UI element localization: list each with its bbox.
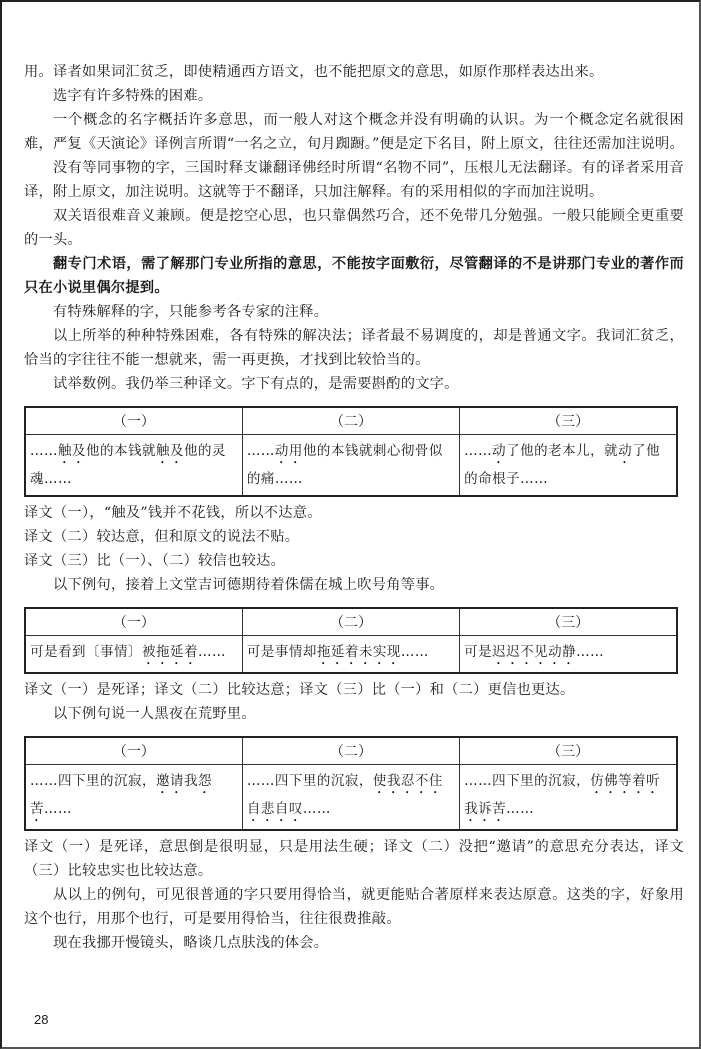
cell-text: 他的灵魂……	[30, 443, 226, 487]
table-cell	[25, 636, 242, 674]
table-cell	[460, 636, 677, 674]
emphasized-text: 动	[492, 443, 507, 459]
cell-text: 了他的命根子……	[464, 443, 661, 487]
emphasized-text: 触及	[58, 443, 86, 459]
emphasized-text: 仿佛等着听我诉苦	[464, 773, 661, 817]
emphasized-text: 怨苦	[30, 773, 212, 817]
paragraph: 以下例句，接着上文堂吉诃德期待着侏儒在城上吹号角等事。	[53, 577, 445, 593]
cell-text: ……四下里的沉寂，	[30, 773, 156, 789]
column-header: （二）	[242, 407, 459, 435]
paragraph: 译文（一），“触及”钱并不花钱，所以不达意。	[24, 505, 322, 521]
column-header: （一）	[25, 407, 242, 435]
cell-text: ……	[44, 801, 72, 817]
column-header: （三）	[460, 737, 677, 765]
column-header: （三）	[460, 608, 677, 636]
column-header: （一）	[25, 608, 242, 636]
column-header: （二）	[242, 608, 459, 636]
paragraph: 双关语很难音义兼顾。便是挖空心思，也只靠偶然巧合，还不免带几分勉强。一般只能顾全更重要的一头。	[24, 208, 684, 248]
paragraph: 译文（三）比（一）、（二）较信也较达。	[24, 553, 286, 569]
cell-text: ……	[30, 443, 58, 459]
cell-text: ……	[246, 443, 275, 459]
paragraph: 一个概念的名字概括许多意思，而一般人对这个概念并没有明确的认识。为一个概念定名就很困难，严复《天演论》译例言所谓“一名之立，旬月踟蹰。”便是定下名目，附上原文，往往还需加注说明。	[24, 112, 684, 152]
paragraph: 译文（一）是死译，意思倒是很明显，只是用法生硬；译文（二）没把“邀请”的意思充分表达，译文（三）比较忠实也比较达意。	[24, 839, 684, 879]
column-header: （三）	[460, 407, 677, 435]
cell-text: ……	[198, 644, 226, 660]
paragraph: 选字有许多特殊的困难。	[53, 88, 213, 104]
cell-text: ……四下里的沉寂，	[246, 773, 373, 789]
paragraph: 试举数例。我仍举三种译文。字下有点的，是需要斟酌的文字。	[53, 376, 459, 392]
cell-text: 他的本钱就刺心彻骨似的痛……	[246, 443, 443, 487]
column-header: （一）	[25, 737, 242, 765]
paragraph: 没有等同事物的字，三国时释支谦翻译佛经时所谓“名物不同”，压根儿无法翻译。有的译者采用音译，附上原文，加注说明。这就等于不翻译，只加注解释。有的采用相似的字而加注说明。	[24, 160, 684, 200]
column-header: （二）	[242, 737, 459, 765]
emphasized-text: 邀请	[156, 773, 184, 789]
emphasized-text: 触及	[156, 443, 184, 459]
cell-text: ……	[576, 644, 605, 660]
emphasized-text: 拖延着未实现	[316, 644, 401, 660]
table-cell	[242, 765, 459, 831]
table-cell	[25, 435, 242, 497]
paragraph: 译文（二）较达意，但和原文的说法不贴。	[24, 529, 300, 545]
emphasized-text: 动	[618, 443, 633, 459]
cell-text: 我	[184, 773, 198, 789]
table-cell	[460, 765, 677, 831]
table-cell	[242, 636, 459, 674]
paragraph: 以下例句说一人黑夜在荒野里。	[53, 706, 256, 722]
cell-text: 可是事情却	[246, 644, 317, 660]
cell-text: 他的本钱就	[86, 443, 156, 459]
emphasized-text: 迟迟不见动静	[492, 644, 577, 660]
paragraph: 翻专门术语，需了解那门专业所指的意思，不能按字面敷衍，尽管翻译的不是讲那门专业的著作而只在小说里偶尔提到。	[24, 256, 684, 296]
paragraph: 有特殊解释的字，只能参考各专家的注释。	[53, 304, 329, 320]
emphasized-text: 动用	[274, 443, 303, 459]
cell-text: 了他的老本儿，就	[506, 443, 619, 459]
book-page	[24, 60, 684, 955]
cell-text: ……	[506, 801, 535, 817]
table-cell	[242, 435, 459, 497]
paragraph: 用。译者如果词汇贫乏，即使精通西方语文，也不能把原文的意思，如原作那样表达出来。	[24, 64, 604, 80]
cell-text: ……四下里的沉寂，	[464, 773, 591, 789]
cell-text: ……	[400, 644, 429, 660]
translation-table-2	[24, 607, 678, 674]
cell-text: 可是	[464, 644, 493, 660]
paragraph: 现在我挪开慢镜头，略谈几点肤浅的体会。	[53, 935, 329, 951]
translation-table-1	[24, 406, 678, 497]
paragraph: 以上所举的种种特殊困难，各有特殊的解决法；译者最不易调度的，却是普通文字。我词汇贫乏，恰当的字往往不能一想就来，需一再更换，才找到比较恰当的。	[24, 328, 684, 368]
table-cell	[460, 435, 677, 497]
cell-text: ……	[464, 443, 493, 459]
emphasized-text: 被拖延着	[142, 644, 198, 660]
page-number: 28	[34, 1012, 49, 1027]
table-cell	[25, 765, 242, 831]
cell-text: ……	[302, 801, 331, 817]
emphasized-text: 使我忍不住自悲自叹	[246, 773, 443, 817]
paragraph: 译文（一）是死译；译文（二）比较达意；译文（三）比（一）和（二）更信也更达。	[24, 682, 575, 698]
paragraph: 从以上的例句，可见很普通的字只要用得恰当，就更能贴合著原样来表达原意。这类的字，好象用这个也行，用那个也行，可是要用得恰当，往往很费推敲。	[24, 887, 684, 927]
cell-text: 可是看到〔事情〕	[30, 644, 142, 660]
translation-table-3	[24, 736, 678, 831]
